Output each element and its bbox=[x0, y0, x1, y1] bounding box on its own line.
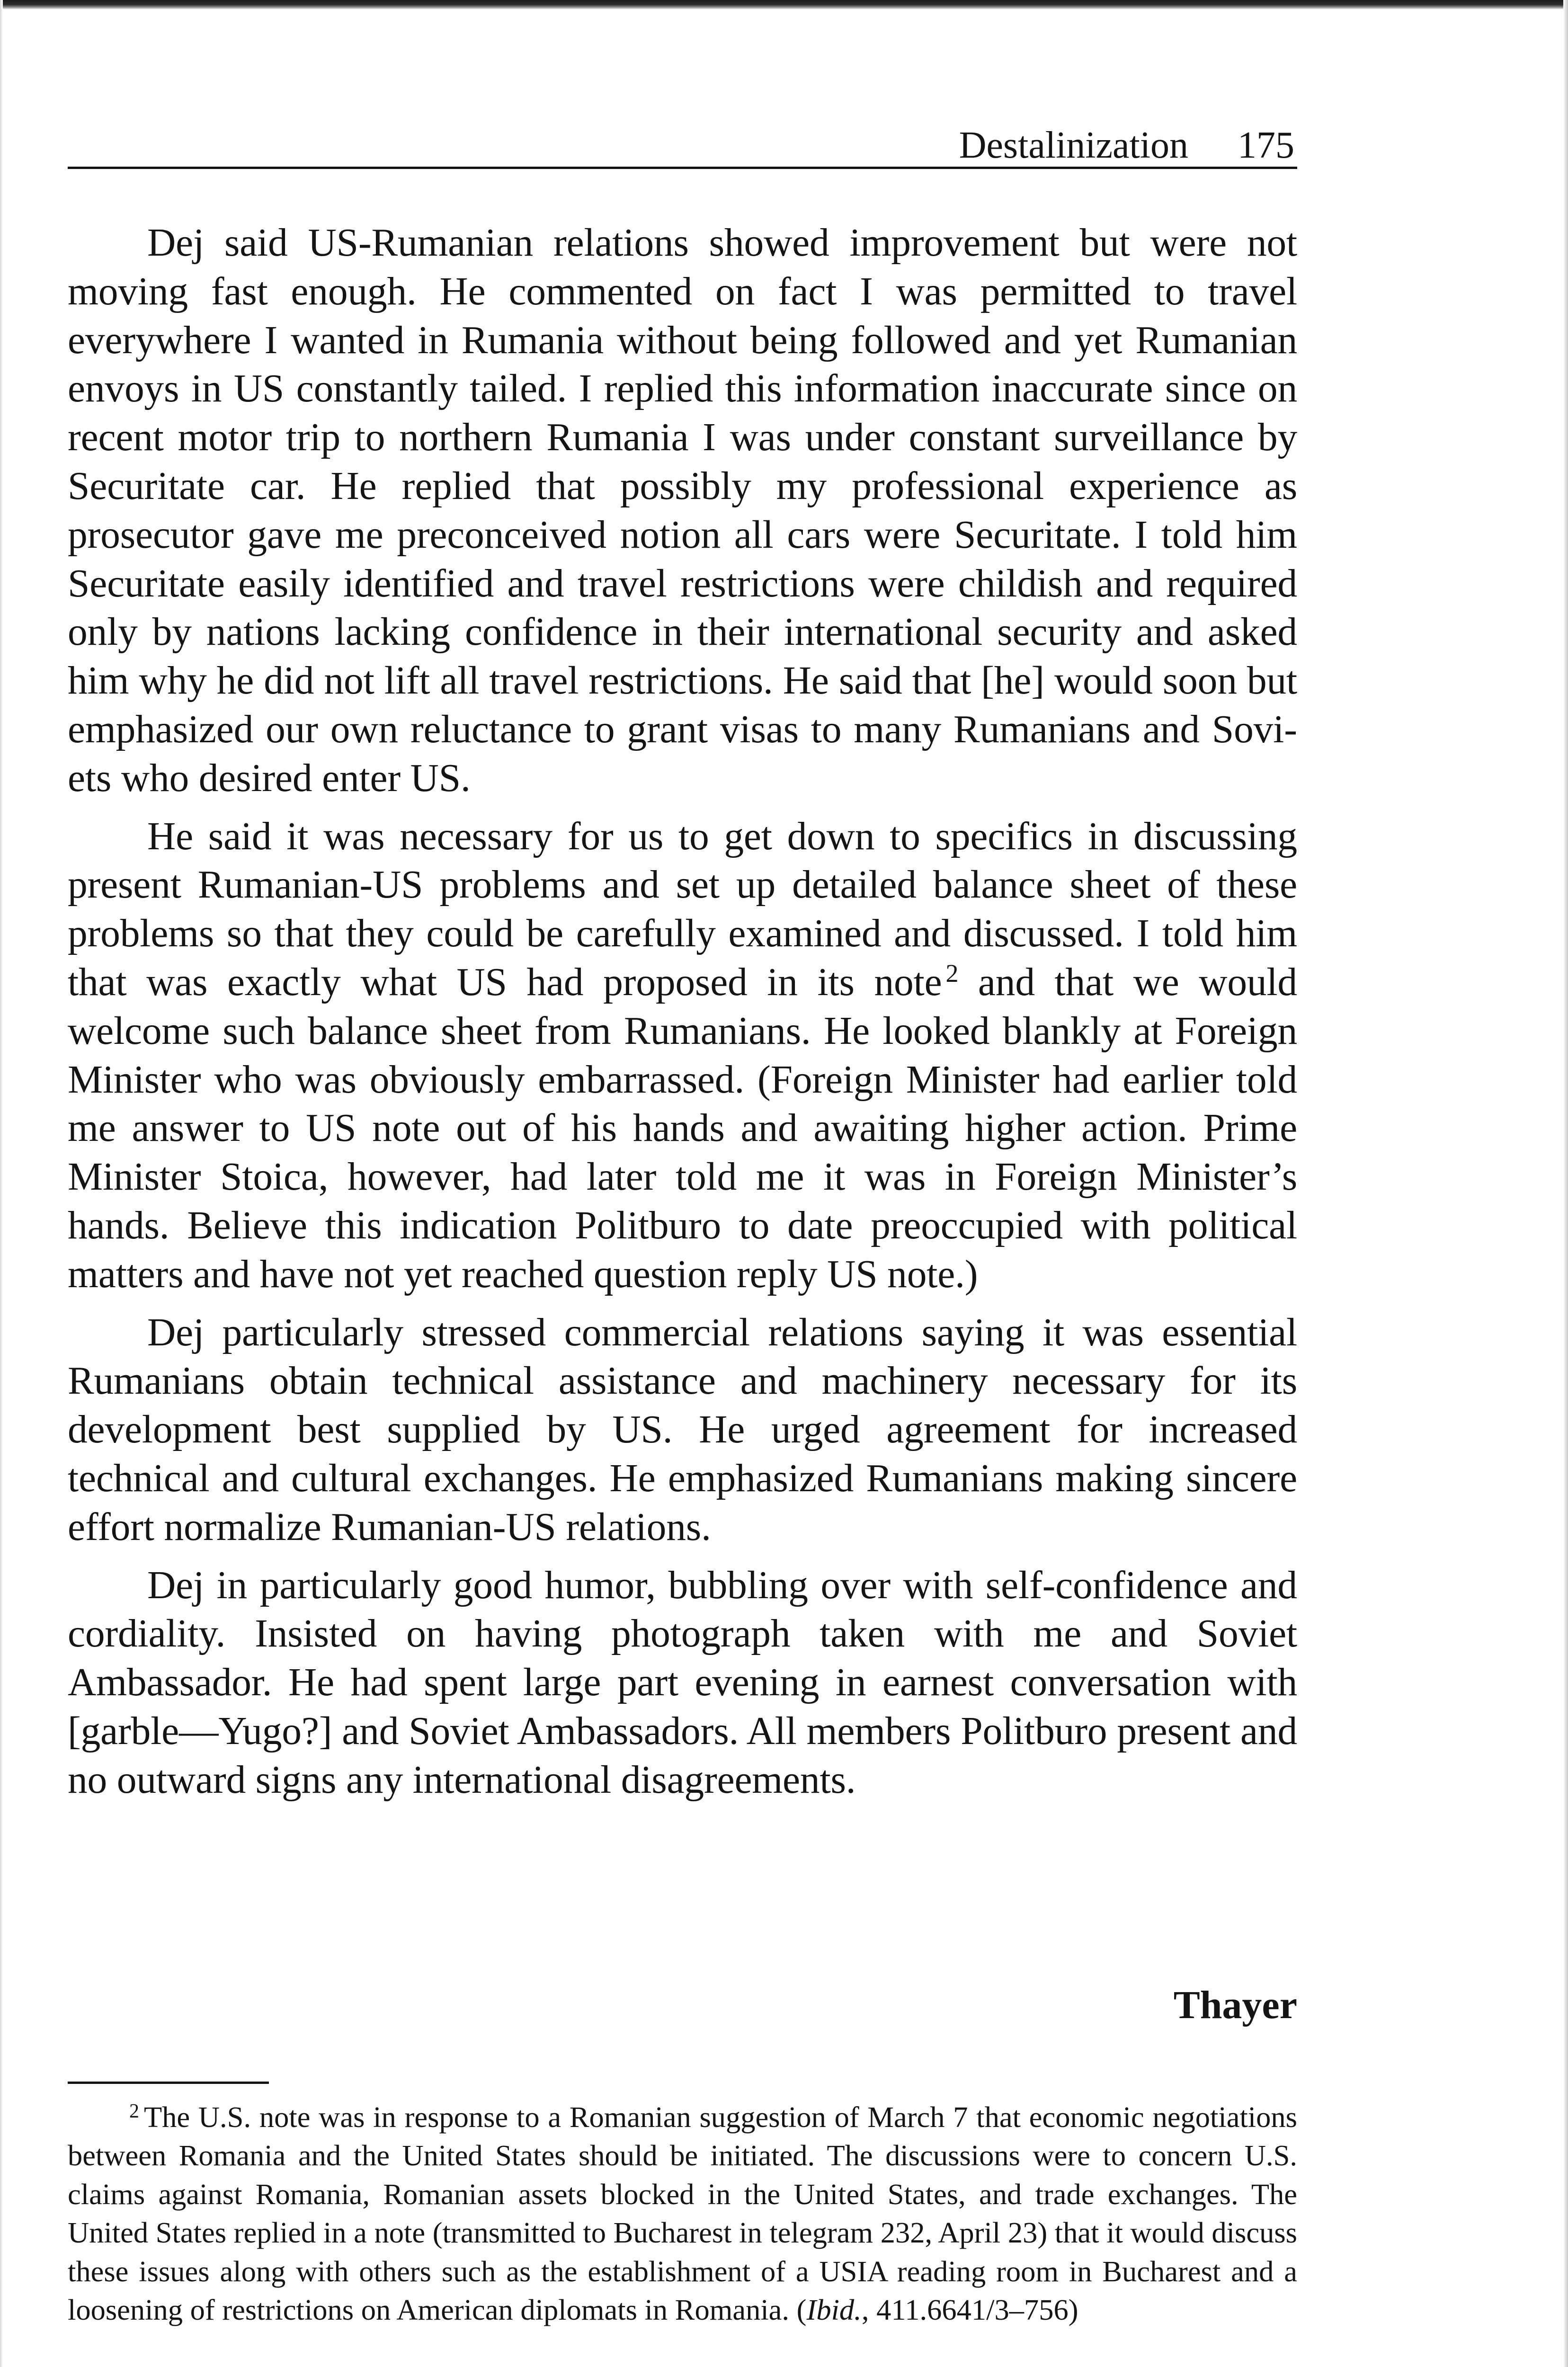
footnote-citation: , 411.6641/3–756) bbox=[861, 2293, 1078, 2327]
paragraph-2 bbox=[68, 812, 1297, 1299]
scan-left-edge bbox=[0, 0, 3, 2367]
paragraph-2-part-2: and that we would welcome such balance sheet from Rumanians. He looked blankly at Foreign Minister who was obviously embarrassed. (Foreign Minister had earlier told me answer to US note out of his hands and awaiting higher action. Prime Minister Stoica, however, had later told me it was in Foreign Minister’s hands. Believe this indication Politburo to date preoccupied with political matters and have not yet reached question reply US note.) bbox=[68, 960, 1297, 1296]
running-head bbox=[68, 119, 1297, 169]
footnote bbox=[68, 2098, 1297, 2329]
running-title: Destalinization bbox=[959, 125, 1188, 166]
paragraph-2-part-1: He said it was necessary for us to get down to specifics in discussing present Rumanian-US problems and set up detailed balance sheet of these problems so that they could be carefully examined and discussed. I told him that was exactly what US had proposed in its note bbox=[68, 814, 1297, 1004]
footnote-marker: 2 bbox=[129, 2100, 139, 2122]
paragraph-3: Dej particularly stressed commercial relations saying it was essential Rumanians obtain technical assistance and machinery necessary for its development best supplied by US. He urged agreement for increased technical and cultural exchanges. He emphasized Rumanians making sincere effort normalize Rumanian-US relations. bbox=[68, 1310, 1297, 1549]
footnote-reference: 2 bbox=[945, 959, 959, 988]
footnote-ibid: Ibid. bbox=[806, 2293, 862, 2327]
paragraph-1: Dej said US-Rumanian relations showed improvement but were not moving fast enough. He commented on fact I was permitted to travel everywhere I wanted in Rumania without being followed and yet Rumanian envoys in US constantly tailed. I replied this information inaccurate since on recent motor trip to northern Rumania I was under constant surveillance by Securitate car. He replied that possibly my professional experience as prosecutor gave me preconceived notion all cars were Securitate. I told him Securitate easily identified and travel restrictions were childish and required only by nations lacking confidence in their international security and asked him why he did not lift all travel restrictions. He said that [he] would soon but emphasized our own reluctance to grant visas to many Rumanians and Soviets who desired enter US. bbox=[68, 221, 1297, 800]
footnote-rule bbox=[68, 2082, 269, 2084]
scan-right-edge bbox=[1563, 0, 1568, 2367]
page-number: 175 bbox=[1238, 125, 1294, 166]
paragraph-4: Dej in particularly good humor, bubbling over with self-confidence and cordiality. Insisted on having photograph taken with me and Soviet Ambassador. He had spent large part evening in earnest conversation with [garble—Yugo?] and Soviet Ambassadors. All members Politburo present and no outward signs any international disagreements. bbox=[68, 1563, 1297, 1802]
signature: Thayer bbox=[1173, 1983, 1297, 2027]
footnote-text: The U.S. note was in response to a Romanian suggestion of March 7 that economic negotiations between Romania and the United States should be initiated. The discussions were to concern U.S. claims against Romania, Romanian assets blocked in the United States, and trade exchanges. The United States replied in a note (transmitted to Bucharest in telegram 232, April 23) that it would discuss these issues along with others such as the establishment of a USIA reading room in Bucharest and a loosening of restrictions on American diplomats in Romania. ( bbox=[68, 2100, 1297, 2327]
scan-top-edge bbox=[0, 0, 1568, 9]
body-text bbox=[68, 219, 1297, 1814]
